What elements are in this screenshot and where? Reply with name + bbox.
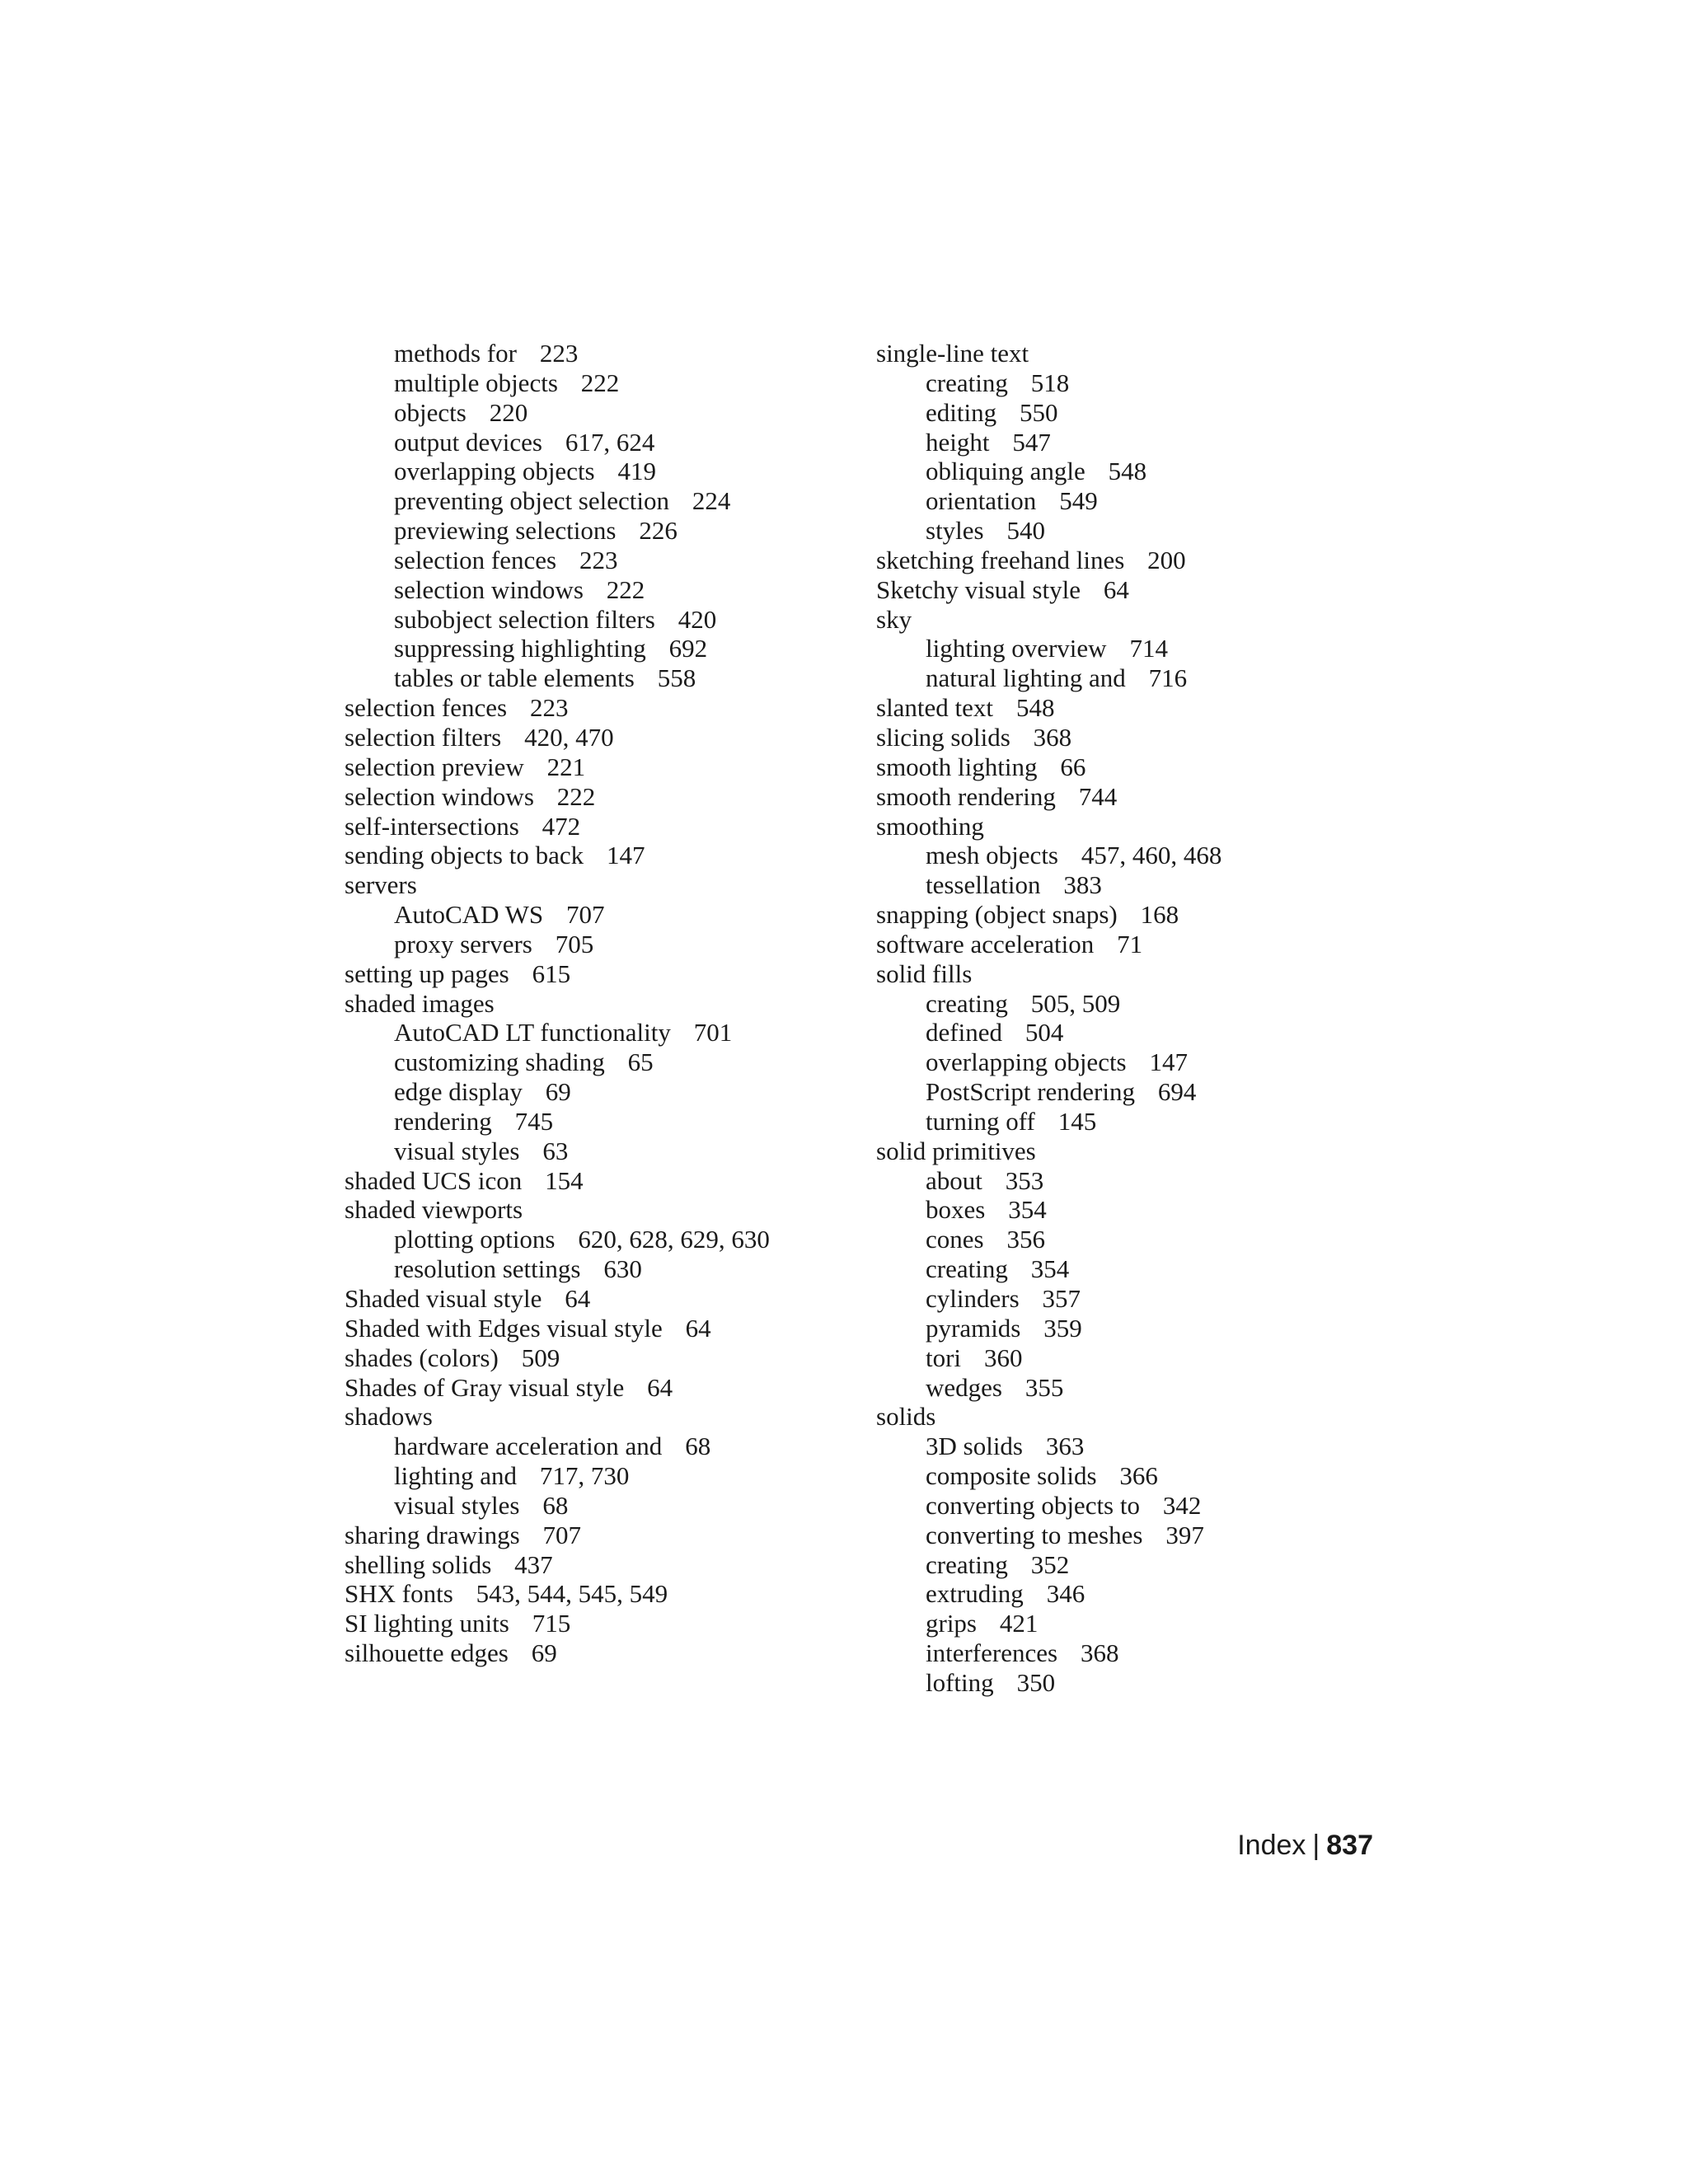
index-term: converting objects to [926,1490,1140,1520]
index-subentry [345,339,856,368]
index-term: methods for [394,339,517,368]
index-term: plotting options [394,1225,556,1254]
index-page-refs: 69 [545,1077,571,1107]
index-term: natural lighting and [926,663,1126,693]
index-term: previewing selections [394,516,617,546]
index-page-refs: 707 [566,900,605,930]
index-page-refs: 617, 624 [565,427,655,457]
index-subentry [876,1609,1420,1638]
index-page-refs: 226 [639,516,678,546]
index-term: defined [926,1018,1002,1047]
index-page-refs: 547 [1012,427,1051,457]
index-page-refs: 353 [1005,1165,1044,1195]
index-page-refs: 356 [1006,1225,1045,1254]
index-term: selection filters [345,722,502,752]
index-page-refs: 715 [532,1609,571,1638]
index-page-refs: 221 [546,752,586,781]
index-page-refs: 354 [1008,1195,1047,1225]
index-entry [345,989,856,1019]
index-entry [345,1284,856,1314]
index-term: shaded UCS icon [345,1165,523,1195]
index-term: pyramids [926,1313,1021,1343]
page-footer [1237,1830,1373,1862]
index-page-refs: 223 [539,339,579,368]
index-term: smoothing [876,811,984,841]
index-term: selection fences [394,545,557,574]
index-term: cones [926,1225,984,1254]
index-page-refs: 223 [579,545,618,574]
index-page-refs: 548 [1015,693,1055,723]
index-page-refs: 716 [1148,663,1188,693]
index-page-refs: 620, 628, 629, 630 [578,1225,770,1254]
index-page-refs: 346 [1046,1579,1085,1609]
index-term: AutoCAD WS [394,900,544,930]
index-page-refs: 548 [1108,457,1147,486]
index-page-refs: 200 [1147,545,1186,574]
index-column-left [345,339,856,1668]
index-term: objects [394,397,467,427]
index-term: creating [926,988,1008,1018]
index-page-refs: 540 [1006,516,1046,546]
index-page-refs: 154 [545,1165,584,1195]
index-term: cylinders [926,1284,1020,1313]
index-entry [345,1314,856,1343]
index-subentry [876,1638,1420,1668]
index-page-refs: 145 [1057,1106,1097,1136]
index-page-refs: 745 [514,1106,554,1136]
index-subentry [345,900,856,930]
index-term: servers [345,870,417,900]
index-page-refs: 437 [514,1549,553,1579]
index-subentry [345,1461,856,1491]
index-term: tables or table elements [394,663,635,693]
index-column-right [876,339,1420,1698]
index-page-refs: 705 [555,929,594,958]
index-entry [345,1343,856,1373]
index-page-refs: 222 [556,781,596,811]
index-term: software acceleration [876,929,1095,958]
index-entry [345,1638,856,1668]
index-page-refs: 224 [692,486,731,516]
index-page-refs: 147 [1149,1047,1189,1077]
index-subentry [876,428,1420,457]
index-page-refs: 550 [1020,397,1058,427]
index-page-refs: 717, 730 [539,1461,630,1491]
index-term: turning off [926,1106,1035,1136]
index-page-refs: 505, 509 [1030,988,1121,1018]
index-term: SI lighting units [345,1609,509,1638]
index-term: single-line text [876,339,1029,368]
index-entry [876,752,1420,782]
index-subentry [876,1018,1420,1047]
index-subentry [876,1432,1420,1461]
index-entry [345,782,856,812]
index-term: shadows [345,1402,433,1432]
index-subentry [876,1047,1420,1077]
index-term: obliquing angle [926,457,1085,486]
page-number: 837 [1326,1830,1373,1861]
index-entry [345,723,856,752]
index-subentry [876,1195,1420,1225]
index-term: selection preview [345,752,524,781]
index-page-refs: 504 [1025,1018,1064,1047]
index-subentry [876,1579,1420,1609]
index-page-refs: 352 [1030,1549,1070,1579]
index-term: grips [926,1609,977,1638]
index-subentry [345,663,856,693]
index-subentry [876,1107,1420,1137]
index-term: proxy servers [394,929,532,958]
index-subentry [876,1668,1420,1698]
index-term: styles [926,516,984,546]
index-entry [345,693,856,723]
index-subentry [876,989,1420,1019]
index-term: wedges [926,1372,1002,1402]
index-subentry [876,1284,1420,1314]
index-subentry [876,486,1420,516]
index-entry [876,782,1420,812]
index-term: lighting and [394,1461,517,1491]
index-subentry [345,1432,856,1461]
index-page-refs: 222 [606,574,645,604]
index-term: solid fills [876,958,973,988]
index-term: edge display [394,1077,523,1107]
index-term: editing [926,397,997,427]
index-page-refs: 694 [1157,1077,1197,1107]
index-term: 3D solids [926,1432,1023,1461]
index-subentry [345,486,856,516]
index-entry [876,693,1420,723]
index-page-refs: 366 [1119,1461,1158,1491]
index-page-refs: 630 [603,1254,642,1284]
index-term: PostScript rendering [926,1077,1135,1107]
index-term: solid primitives [876,1136,1036,1165]
index-entry [876,339,1420,368]
index-page-refs: 147 [607,841,645,870]
index-page-refs: 64 [647,1372,673,1402]
index-term: snapping (object snaps) [876,900,1118,930]
index-term: slicing solids [876,722,1010,752]
index-entry [345,1550,856,1580]
index-subentry [345,930,856,959]
index-entry [876,959,1420,989]
index-entry [876,723,1420,752]
index-page-refs: 342 [1162,1490,1202,1520]
index-page-refs: 223 [530,693,569,723]
index-term: overlapping objects [926,1047,1127,1077]
index-page-refs: 383 [1063,870,1102,900]
index-subentry [876,1314,1420,1343]
index-subentry [876,1077,1420,1107]
index-subentry [876,368,1420,398]
index-term: sketching freehand lines [876,545,1125,574]
index-term: shelling solids [345,1549,492,1579]
index-entry [876,812,1420,841]
index-term: height [926,427,990,457]
index-entry [345,1166,856,1196]
index-term: shaded viewports [345,1195,523,1225]
index-subentry [345,575,856,605]
index-page-refs: 472 [542,811,581,841]
index-subentry [876,1550,1420,1580]
index-term: interferences [926,1638,1058,1668]
index-subentry [345,1107,856,1137]
index-subentry [345,1491,856,1521]
index-term: converting to meshes [926,1520,1143,1549]
index-page-refs: 222 [580,368,620,397]
index-page-refs: 63 [542,1136,569,1165]
index-term: shades (colors) [345,1343,499,1372]
index-term: mesh objects [926,841,1058,870]
index-term: resolution settings [394,1254,581,1284]
index-entry [345,1579,856,1609]
index-term: lighting overview [926,634,1107,663]
index-term: solids [876,1402,936,1432]
index-subentry [345,428,856,457]
index-term: visual styles [394,1136,520,1165]
index-term: orientation [926,486,1037,516]
index-page-refs: 64 [565,1284,591,1313]
index-page-refs: 509 [521,1343,560,1372]
index-term: hardware acceleration and [394,1432,663,1461]
index-subentry [345,1225,856,1254]
index-subentry [876,1461,1420,1491]
index-entry [345,1402,856,1432]
index-subentry [345,398,856,428]
index-term: extruding [926,1579,1024,1609]
index-subentry [876,398,1420,428]
index-term: creating [926,368,1008,397]
index-entry [345,1609,856,1638]
index-subentry [876,870,1420,900]
index-term: sending objects to back [345,841,584,870]
index-term: composite solids [926,1461,1097,1491]
index-term: AutoCAD LT functionality [394,1018,671,1047]
index-term: output devices [394,427,542,457]
index-term: Shades of Gray visual style [345,1372,625,1402]
index-page-refs: 701 [693,1018,733,1047]
index-page-refs: 354 [1030,1254,1070,1284]
index-subentry [876,1491,1420,1521]
index-page-refs: 420, 470 [524,722,614,752]
index-term: creating [926,1254,1008,1284]
index-page-refs: 615 [532,958,571,988]
index-page-refs: 363 [1045,1432,1085,1461]
index-term: Sketchy visual style [876,574,1081,604]
index-page-refs: 168 [1140,900,1179,930]
index-entry [345,870,856,900]
index-page-refs: 220 [489,397,528,427]
index-term: Shaded visual style [345,1284,542,1313]
index-term: self-intersections [345,811,519,841]
index-subentry [876,1343,1420,1373]
index-page-refs: 66 [1060,752,1086,781]
index-term: lofting [926,1667,994,1697]
index-entry [876,605,1420,635]
index-page-refs: 357 [1042,1284,1081,1313]
index-subentry [345,546,856,575]
index-term: rendering [394,1106,492,1136]
index-subentry [876,1166,1420,1196]
index-page-refs: 421 [999,1609,1039,1638]
index-page-refs: 368 [1033,722,1072,752]
index-page-refs: 68 [685,1432,711,1461]
index-page-refs: 71 [1117,929,1143,958]
index-entry [345,1195,856,1225]
index-subentry [345,1077,856,1107]
index-term: selection windows [345,781,534,811]
index-entry [876,1137,1420,1166]
index-term: smooth lighting [876,752,1038,781]
index-subentry [876,841,1420,870]
index-page-refs: 549 [1059,486,1098,516]
footer-label: Index [1237,1830,1306,1861]
index-entry [345,959,856,989]
index-subentry [876,634,1420,663]
index-term: shaded images [345,988,495,1018]
index-term: boxes [926,1195,986,1225]
index-subentry [345,634,856,663]
index-page-refs: 65 [627,1047,654,1077]
index-term: visual styles [394,1490,520,1520]
index-page-refs: 707 [542,1520,582,1549]
index-entry [876,900,1420,930]
index-term: preventing object selection [394,486,669,516]
index-subentry [345,1137,856,1166]
index-term: about [926,1165,982,1195]
index-entry [876,930,1420,959]
index-term: customizing shading [394,1047,605,1077]
index-term: setting up pages [345,958,509,988]
index-entry [345,1521,856,1550]
index-entry [876,575,1420,605]
index-term: overlapping objects [394,457,595,486]
index-page-refs: 69 [531,1638,557,1668]
index-subentry [345,1018,856,1047]
index-term: slanted text [876,693,994,723]
index-term: suppressing highlighting [394,634,646,663]
index-subentry [876,516,1420,546]
index-subentry [345,1047,856,1077]
index-subentry [876,1225,1420,1254]
index-page-refs: 368 [1080,1638,1119,1668]
index-subentry [345,516,856,546]
index-entry [876,1402,1420,1432]
index-page-refs: 355 [1025,1372,1064,1402]
index-page-refs: 714 [1129,634,1168,663]
index-term: sharing drawings [345,1520,520,1549]
index-term: selection windows [394,574,584,604]
index-entry [345,812,856,841]
index-term: subobject selection filters [394,604,655,634]
index-page-refs: 397 [1165,1520,1204,1549]
index-term: SHX fonts [345,1579,453,1609]
index-entry [345,752,856,782]
index-subentry [876,1521,1420,1550]
index-subentry [876,1254,1420,1284]
index-page-refs: 68 [542,1490,569,1520]
index-term: tori [926,1343,962,1372]
index-page-refs: 350 [1016,1667,1056,1697]
index-page-refs: 692 [668,634,708,663]
index-subentry [876,1373,1420,1403]
index-subentry [345,368,856,398]
index-page-refs: 419 [617,457,657,486]
index-page-refs: 420 [678,604,717,634]
index-term: sky [876,604,912,634]
index-page-refs: 64 [685,1313,711,1343]
footer-separator: | [1312,1830,1320,1861]
index-subentry [345,1254,856,1284]
index-term: creating [926,1549,1008,1579]
index-page-refs: 518 [1030,368,1070,397]
index-entry [345,841,856,870]
index-term: tessellation [926,870,1041,900]
index-page-refs: 360 [983,1343,1023,1372]
index-entry [345,1373,856,1403]
index-subentry [876,457,1420,486]
index-subentry [876,663,1420,693]
index-page-refs: 558 [657,663,696,693]
index-term: selection fences [345,693,508,723]
index-page-refs: 744 [1078,781,1118,811]
index-subentry [345,457,856,486]
index-term: multiple objects [394,368,558,397]
index-term: smooth rendering [876,781,1056,811]
index-subentry [345,605,856,635]
index-page-refs: 457, 460, 468 [1081,841,1222,870]
index-page-refs: 64 [1103,574,1129,604]
index-term: Shaded with Edges visual style [345,1313,663,1343]
index-term: silhouette edges [345,1638,509,1668]
index-entry [876,546,1420,575]
index-page-refs: 543, 544, 545, 549 [476,1579,668,1609]
index-page-refs: 359 [1043,1313,1082,1343]
